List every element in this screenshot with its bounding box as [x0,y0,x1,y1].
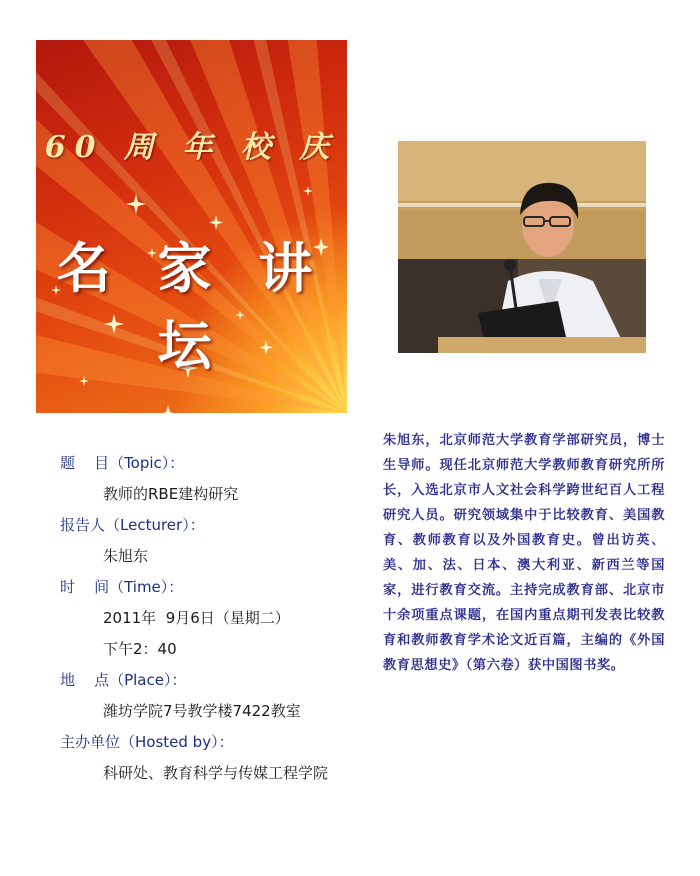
banner-title: 名 家 讲 坛 [56,236,327,377]
lecture-banner [36,40,347,413]
time-label: 时 间（Time）： [60,578,184,596]
lecturer-label: 报告人（Lecturer）： [60,516,205,534]
lecture-info [60,448,380,789]
speaker-photo [398,141,646,353]
time-hour-value: 下午2：40 [103,640,177,658]
lecturer-value: 朱旭东 [103,547,149,565]
host-value: 科研处、教育科学与传媒工程学院 [103,764,329,782]
topic-label: 题 目（Topic）： [60,454,185,472]
time-date-value: 2011年 9月6日（星期二） [103,609,290,627]
star-icon [160,405,176,413]
topic-value: 教师的RBE建构研究 [103,485,239,503]
place-label: 地 点（Place）： [60,671,187,689]
host-label: 主办单位（Hosted by）： [60,733,234,751]
speaker-bio: 朱旭东，北京师范大学教育学部研究员，博士生导师。现任北京师范大学教师教育研究所所长，入选北京市人文社会科学跨世纪百人工程研究人员。研究领域集中于比较教育、美国教育、教师教育以及外国教育史。曾出访英、美、加、法、日本、澳大利亚、新西兰等国家，进行教育交流。主持完成教育部、北京市十余项重点课题，在国内重点期刊发表比较教育和教师教育学术论文近百篇，主编的《外国教育思想史》（第六卷）获中国图书奖。 [383,433,665,673]
place-value: 潍坊学院7号教学楼7422教室 [103,702,301,720]
banner-subtitle: 60 周 年 校 庆 [44,130,339,165]
